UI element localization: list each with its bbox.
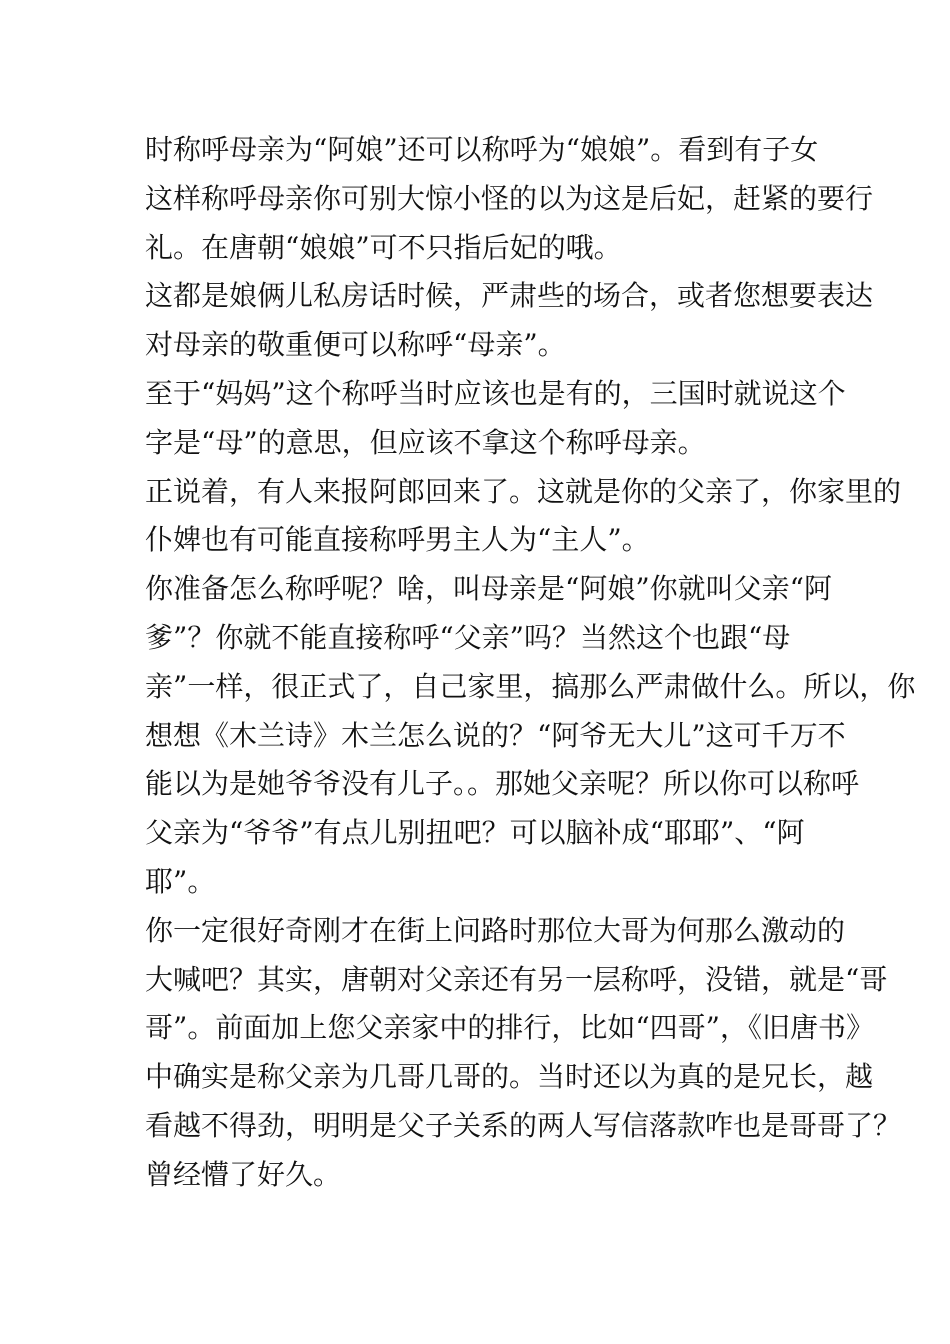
text-line: 你一定很好奇刚才在街上问路时那位大哥为何那么激动的: [145, 913, 846, 947]
text-line: 父亲为“爷爷”有点儿别扭吧？可以脑补成“耶耶”、“阿: [145, 816, 805, 850]
text-line: 亲”一样，很正式了，自己家里，搞那么严肃做什么。所以，你: [145, 669, 916, 703]
text-line: 哥”。前面加上您父亲家中的排行，比如“四哥”，《旧唐书》: [145, 1011, 874, 1045]
text-line: 时称呼母亲为“阿娘”还可以称呼为“娘娘”。看到有子女: [145, 133, 819, 166]
text-line: 想想《木兰诗》木兰怎么说的？“阿爷无大儿”这可千万不: [145, 718, 846, 752]
text-line: 对母亲的敬重便可以称呼“母亲”。: [145, 328, 566, 362]
text-line: 正说着，有人来报阿郎回来了。这就是你的父亲了，你家里的: [145, 474, 902, 508]
text-line: 你准备怎么称呼呢？啥，叫母亲是“阿娘”你就叫父亲“阿: [145, 572, 832, 606]
text-line: 礼。在唐朝“娘娘”可不只指后妃的哦。: [145, 230, 622, 264]
text-line: 曾经懵了好久。: [145, 1157, 342, 1191]
text-line: 仆婢也有可能直接称呼男主人为“主人”。: [145, 523, 650, 557]
body-text: [145, 126, 916, 1200]
text-line: 这都是娘俩儿私房话时候，严肃些的场合，或者您想要表达: [145, 279, 874, 313]
text-line: 至于“妈妈”这个称呼当时应该也是有的，三国时就说这个: [145, 376, 846, 410]
text-line: 这样称呼母亲你可别大惊小怪的以为这是后妃，赶紧的要行: [145, 181, 874, 215]
text-line: 大喊吧？其实，唐朝对父亲还有另一层称呼，没错，就是“哥: [145, 962, 888, 996]
text-line: 看越不得劲，明明是父子关系的两人写信落款咋也是哥哥了？: [145, 1108, 902, 1142]
text-line: 耶”。: [145, 864, 216, 898]
text-line: 爹”？你就不能直接称呼“父亲”吗？当然这个也跟“母: [145, 620, 791, 654]
text-line: 字是“母”的意思，但应该不拿这个称呼母亲。: [145, 425, 706, 459]
text-line: 中确实是称父亲为几哥几哥的。当时还以为真的是兄长，越: [145, 1060, 874, 1094]
text-line: 能以为是她爷爷没有儿子。。那她父亲呢？所以你可以称呼: [145, 767, 860, 801]
